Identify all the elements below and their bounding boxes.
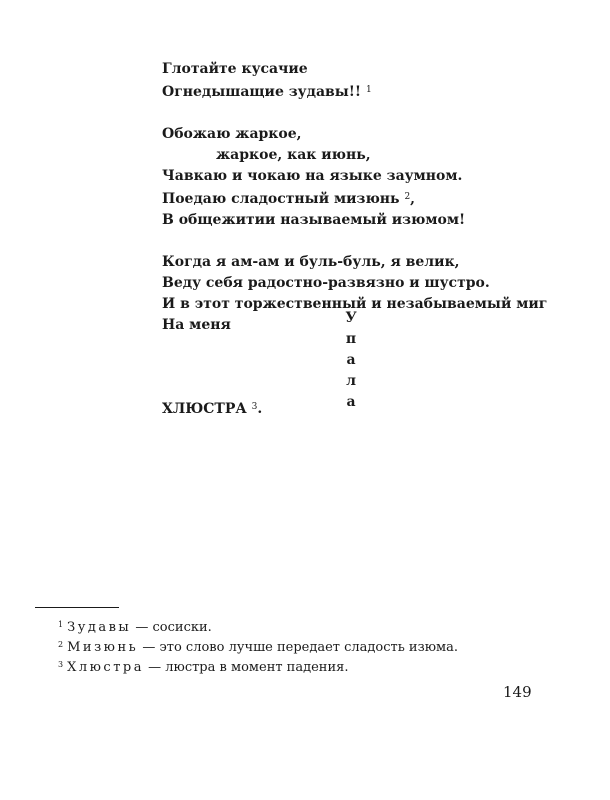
vertical-word: [343, 308, 359, 413]
footnote-mark: 1: [365, 85, 372, 95]
poem-line: [162, 59, 582, 80]
poem-line: [162, 210, 582, 231]
poem-line: [162, 166, 582, 187]
footnote: [58, 616, 578, 636]
poem-line: [162, 252, 582, 273]
footnote: [58, 636, 578, 656]
final-punct: .: [257, 401, 263, 417]
footnote-text: — это слово лучше передает сладость изюма.: [138, 640, 459, 655]
poem-punct: ,: [410, 191, 416, 207]
poem: [162, 59, 582, 336]
page-number: 149: [503, 683, 532, 701]
vertical-letter: п: [345, 331, 357, 347]
stanza-break: [162, 231, 582, 252]
final-word: [162, 401, 262, 417]
poem-line-text: Обожаю жаркое,: [162, 126, 302, 142]
poem-line-text: И в этот торжественный и незабываемый миг: [162, 296, 548, 312]
vertical-letter: л: [346, 373, 356, 389]
poem-line-text: В общежитии называемый изюмом!: [162, 212, 466, 228]
footnote-mark: 2: [404, 192, 411, 202]
final-word-text: ХЛЮСТРА: [162, 401, 247, 417]
poem-line: [162, 145, 582, 166]
vertical-letter: а: [346, 352, 356, 368]
poem-line: [162, 294, 582, 315]
stanza-break: [162, 103, 582, 124]
poem-line-text: Чавкаю и чокаю на языке заумном.: [162, 168, 463, 184]
poem-line-text: Огнедышащие зудавы!!: [162, 84, 362, 100]
footnote-text: — сосиски.: [131, 620, 212, 635]
footnote-term: Мизюнь: [67, 640, 139, 655]
poem-line-text: Поедаю сладостный мизюнь: [162, 191, 400, 207]
footnote: [58, 656, 578, 676]
poem-line-text: Когда я ам-ам и буль-буль, я велик,: [162, 254, 460, 270]
poem-line-text: На меня: [162, 317, 231, 333]
footnote-term: Хлюстра: [67, 660, 144, 675]
poem-line: [162, 124, 582, 145]
poem-line-text: Глотайте кусачие: [162, 61, 308, 77]
footnote-divider: [35, 607, 119, 608]
footnote-term: Зудавы: [67, 620, 132, 635]
vertical-letter: У: [345, 310, 357, 326]
poem-line: [162, 80, 582, 103]
footnote-number: 2: [58, 640, 64, 649]
footnote-number: 1: [58, 620, 64, 629]
footnote-text: — люстра в момент падения.: [143, 660, 349, 675]
poem-line: [162, 273, 582, 294]
poem-line: [162, 187, 582, 210]
poem-line: [162, 315, 582, 336]
footnote-mark: 3: [251, 402, 258, 412]
vertical-letter: а: [346, 394, 356, 410]
poem-line-text: жаркое, как июнь,: [216, 147, 371, 163]
footnote-number: 3: [58, 660, 64, 669]
poem-line-text: Веду себя радостно-развязно и шустро.: [162, 275, 490, 291]
footnotes: [58, 616, 578, 676]
